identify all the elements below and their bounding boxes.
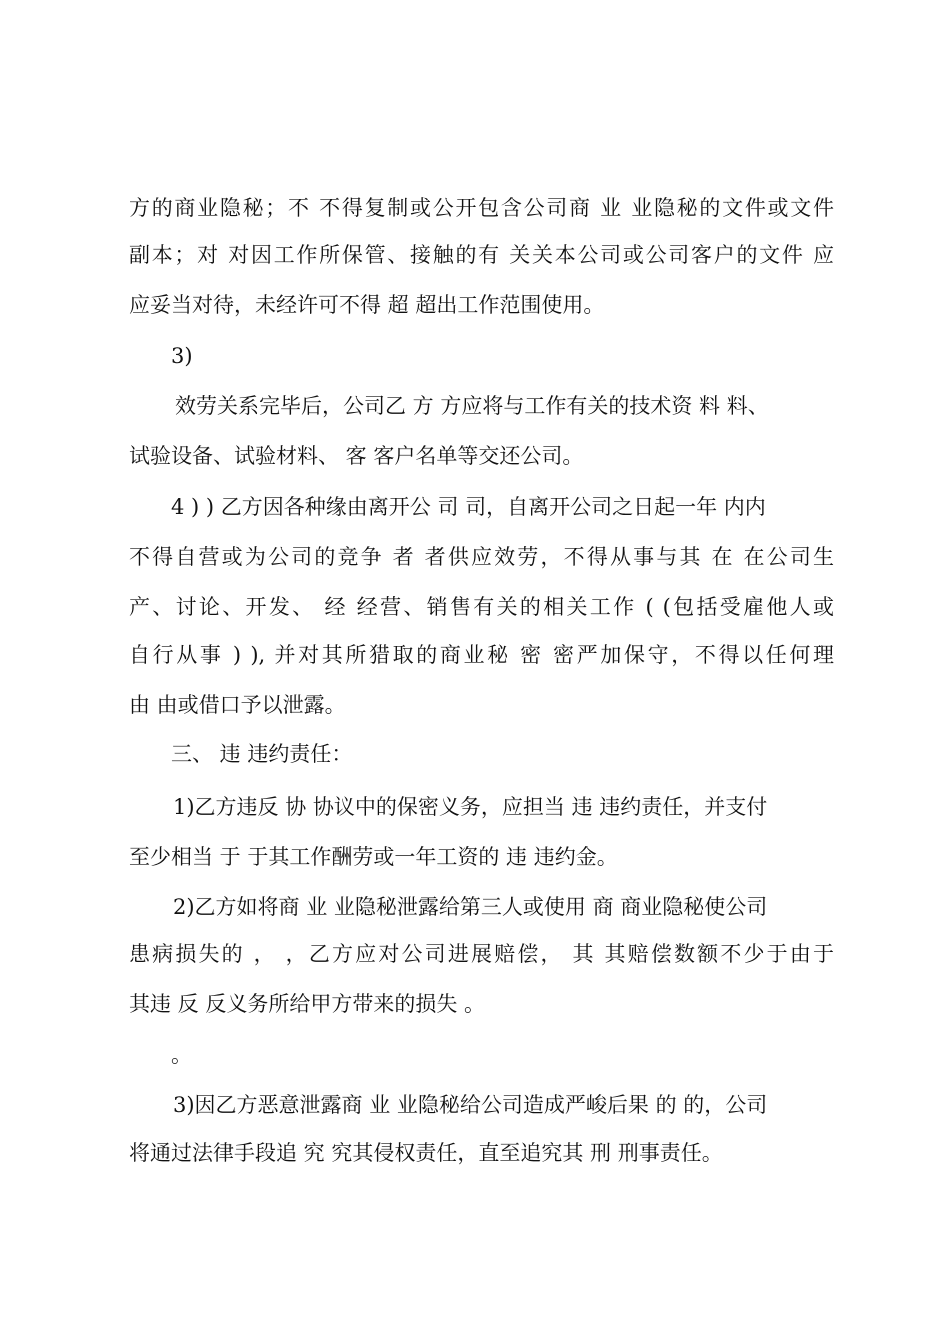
text-line-10: 自行从事 ) ), 并对其所猎取的商业秘 密 密严加保守，不得以任何理 <box>129 643 834 667</box>
text-line-14: 至少相当 于 于其工作酬劳或一年工资的 违 违约金。 <box>129 845 618 869</box>
text-line-19: 3)因乙方恶意泄露商 业 业隐秘给公司造成严峻后果 的 的，公司 <box>173 1093 768 1117</box>
text-line-6: 试验设备、试验材料、 客 客户名单等交还公司。 <box>129 444 584 468</box>
text-line-8: 不得自营或为公司的竞争 者 者供应效劳，不得从事与其 在 在公司生 <box>129 545 834 569</box>
text-line-7: 4 ) ) 乙方因各种缘由离开公 司 司，自离开公司之日起一年 内内 <box>171 495 766 519</box>
text-line-4: 3) <box>171 344 193 368</box>
text-line-13: 1)乙方违反 协 协议中的保密义务，应担当 违 违约责任，并支付 <box>173 795 768 819</box>
text-line-18: 。 <box>171 1043 192 1067</box>
text-line-5: 效劳关系完毕后，公司乙 方 方应将与工作有关的技术资 料 料、 <box>175 394 769 418</box>
text-line-16: 患病损失的 ， ，乙方应对公司进展赔偿， 其 其赔偿数额不少于由于 <box>129 942 834 966</box>
text-line-20: 将通过法律手段追 究 究其侵权责任，直至追究其 刑 刑事责任。 <box>129 1141 723 1165</box>
text-line-12: 三、 违 违约责任： <box>171 742 353 766</box>
text-line-11: 由 由或借口予以泄露。 <box>129 693 346 717</box>
text-line-1: 方的商业隐秘；不 不得复制或公开包含公司商 业 业隐秘的文件或文件 <box>129 196 834 220</box>
text-line-2: 副本；对 对因工作所保管、接触的有 关关本公司或公司客户的文件 应 <box>129 243 834 267</box>
text-line-15: 2)乙方如将商 业 业隐秘泄露给第三人或使用 商 商业隐秘使公司 <box>173 895 768 919</box>
text-line-17: 其违 反 反义务所给甲方带来的损失 。 <box>129 992 486 1016</box>
text-line-9: 产、讨论、开发、 经 经营、销售有关的相关工作 ( (包括受雇他人或 <box>129 595 834 619</box>
text-line-3: 应妥当对待，未经许可不得 超 超出工作范围使用。 <box>129 293 605 317</box>
